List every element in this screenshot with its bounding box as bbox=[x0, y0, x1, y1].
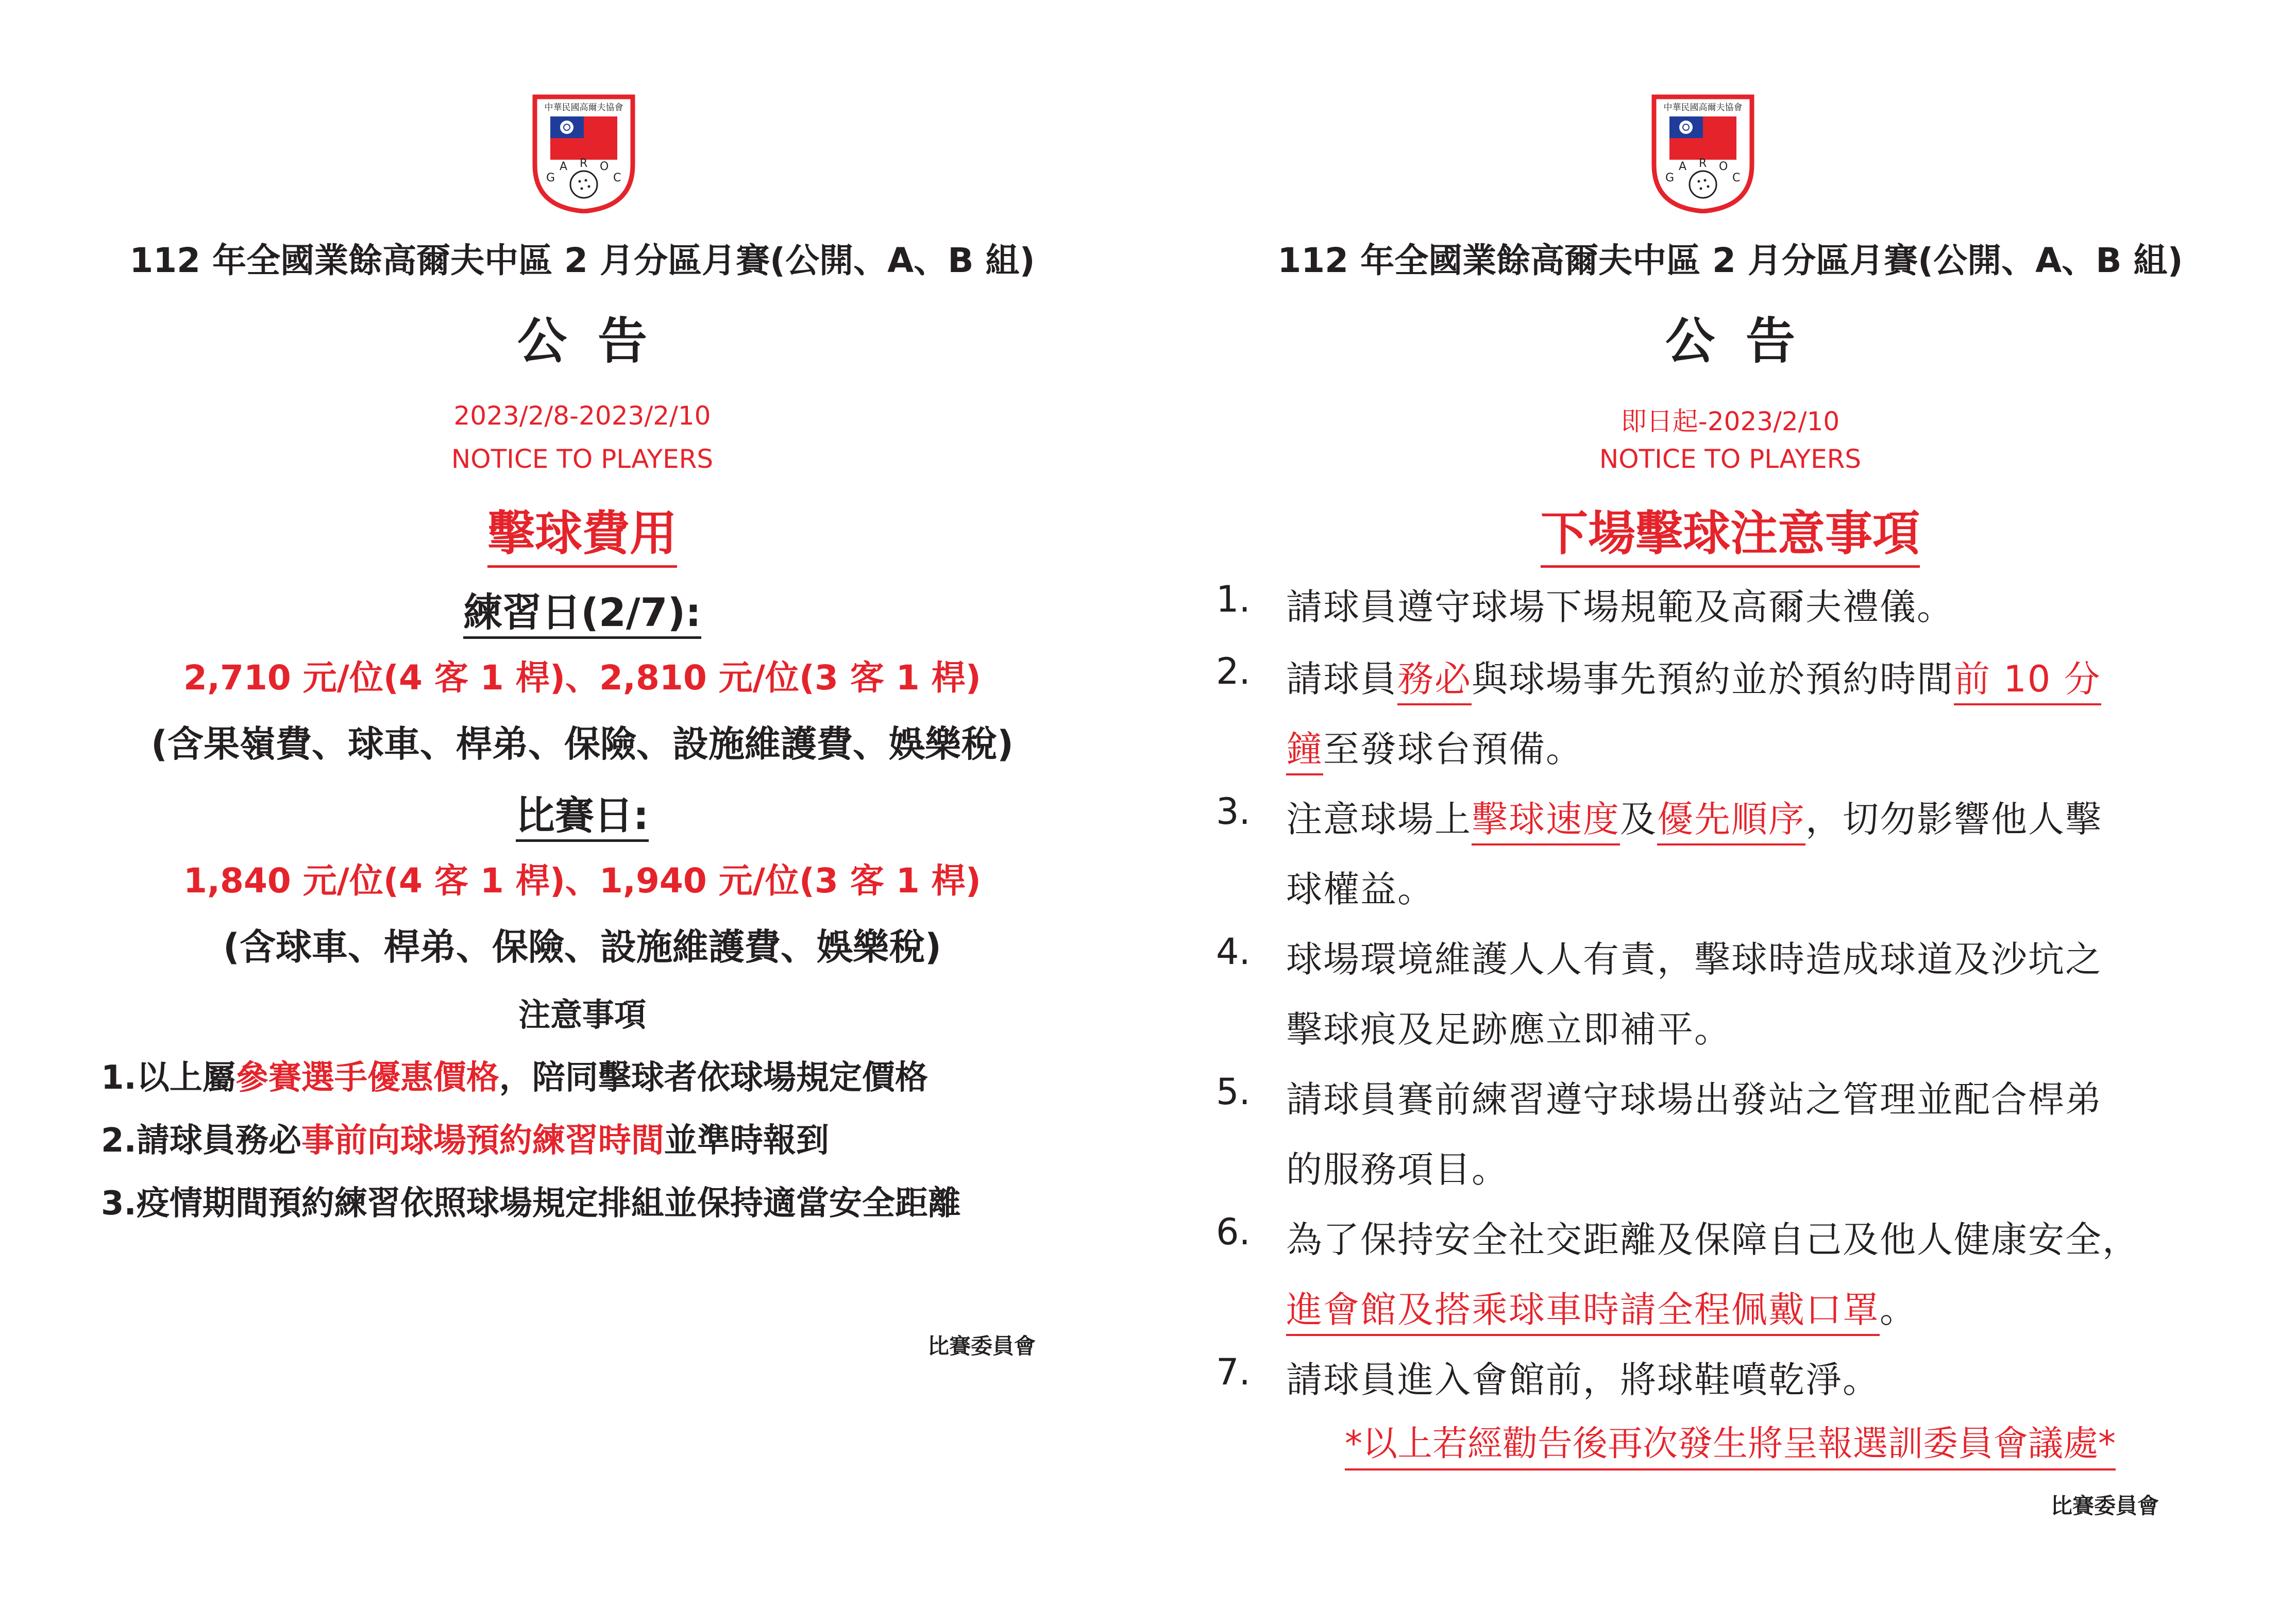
rule-number: 3. bbox=[1216, 790, 1251, 833]
rule-text: 球場環境維護人人有責，擊球時造成球道及沙坑之 bbox=[1286, 938, 2102, 980]
left-subtitle: NOTICE TO PLAYERS bbox=[451, 444, 714, 474]
practice-day-label: 練習日(2/7): bbox=[0, 581, 1164, 637]
rule-line bbox=[1286, 1071, 2102, 1123]
right-date-range: 即日起-2023/2/10 bbox=[1620, 407, 1840, 436]
note-item-1: 1.以上屬參賽選手優惠價格，陪同擊球者依球場規定價格 bbox=[101, 1059, 928, 1097]
right-subtitle: NOTICE TO PLAYERS bbox=[1599, 444, 1862, 474]
rule-text: 請球員進入會館前，將球鞋噴乾淨。 bbox=[1286, 1359, 1880, 1401]
svg-text:O: O bbox=[600, 160, 609, 173]
svg-text:G: G bbox=[1665, 172, 1675, 184]
garoc-logo-icon bbox=[531, 93, 637, 213]
rule-text: 至發球台預備。 bbox=[1323, 728, 1583, 770]
rule-number: 4. bbox=[1216, 931, 1251, 973]
match-day-label: 比賽日: bbox=[0, 784, 1164, 840]
right-event-title: 112 年全國業餘高爾夫中區 2 月分區月賽(公開、A、B 組) bbox=[1277, 241, 2183, 280]
rule-text: 與球場事先預約並於預約時間 bbox=[1472, 658, 1954, 700]
left-committee-signature: 比賽委員會 bbox=[927, 1333, 1036, 1359]
left-heading bbox=[0, 496, 1164, 564]
logo-seal-text: 中華民國高爾夫協會 bbox=[544, 103, 623, 113]
rule-line bbox=[1286, 720, 1583, 772]
highlighted-text: 進會館及搭乘球車時請全程佩戴口罩 bbox=[1286, 1289, 1880, 1336]
logo-seal-text: 中華民國高爾夫協會 bbox=[1663, 103, 1743, 113]
notes-title: 注意事項 bbox=[518, 996, 646, 1034]
rule-line bbox=[1286, 1351, 1880, 1403]
rule-number: 7. bbox=[1216, 1351, 1251, 1393]
left-event-title: 112 年全國業餘高爾夫中區 2 月分區月賽(公開、A、B 組) bbox=[129, 241, 1035, 280]
rule-line bbox=[1286, 650, 2101, 702]
rule-text: 。 bbox=[1880, 1289, 1917, 1331]
rules-heading-text: 下場擊球注意事項 bbox=[1541, 506, 1920, 568]
match-includes: (含球車、桿弟、保險、設施維護費、娛樂稅) bbox=[223, 926, 941, 968]
svg-text:G: G bbox=[546, 172, 555, 184]
note-item-2: 2.請球員務必事前向球場預約練習時間並準時報到 bbox=[101, 1122, 829, 1160]
practice-includes: (含果嶺費、球車、桿弟、保險、設施維護費、娛樂稅) bbox=[151, 723, 1014, 765]
practice-price: 2,710 元/位(4 客 1 桿)、2,810 元/位(3 客 1 桿) bbox=[183, 658, 981, 698]
rule-text: 請球員遵守球場下場規範及高爾夫禮儀。 bbox=[1286, 586, 1954, 628]
rule-text: 擊球痕及足跡應立即補平。 bbox=[1286, 1008, 1731, 1051]
rule-text: 球權益。 bbox=[1286, 868, 1434, 910]
highlighted-text: 擊球速度 bbox=[1472, 798, 1620, 846]
note-item-3: 3.疫情期間預約練習依照球場規定排組並保持適當安全距離 bbox=[101, 1185, 961, 1223]
rule-number: 1. bbox=[1216, 578, 1251, 620]
rule-line bbox=[1286, 1281, 1917, 1333]
svg-text:R: R bbox=[1699, 157, 1707, 170]
rule-line bbox=[1286, 931, 2102, 983]
rule-line bbox=[1286, 1001, 1731, 1053]
rule-line bbox=[1286, 1141, 1509, 1193]
svg-text:O: O bbox=[1719, 160, 1728, 173]
rule-text: 的服務項目。 bbox=[1286, 1148, 1509, 1191]
svg-text:C: C bbox=[1732, 172, 1741, 184]
right-committee-signature: 比賽委員會 bbox=[2051, 1493, 2159, 1518]
svg-text:R: R bbox=[580, 157, 588, 170]
rule-number: 2. bbox=[1216, 650, 1251, 692]
highlighted-text: 優先順序 bbox=[1657, 798, 1805, 846]
match-price: 1,840 元/位(4 客 1 桿)、1,940 元/位(3 客 1 桿) bbox=[183, 861, 981, 901]
rule-line bbox=[1286, 578, 1954, 630]
fee-heading-text: 擊球費用 bbox=[487, 506, 677, 568]
rule-line bbox=[1286, 790, 2102, 842]
rule-text: 注意球場上 bbox=[1286, 798, 1472, 840]
left-date-range: 2023/2/8-2023/2/10 bbox=[453, 401, 711, 431]
rule-text: 請球員 bbox=[1286, 658, 1397, 700]
rule-number: 5. bbox=[1216, 1071, 1251, 1113]
left-notice-label: 公告 bbox=[517, 312, 678, 370]
right-heading bbox=[1164, 496, 2296, 564]
rule-line bbox=[1286, 1211, 2139, 1263]
warning-text: *以上若經勸告後再次發生將呈報選訓委員會議處* bbox=[1164, 1416, 2296, 1466]
svg-text:C: C bbox=[613, 172, 621, 184]
rule-text: 為了保持安全社交距離及保障自己及他人健康安全， bbox=[1286, 1219, 2139, 1261]
svg-text:A: A bbox=[560, 160, 568, 173]
rule-text: 請球員賽前練習遵守球場出發站之管理並配合桿弟 bbox=[1286, 1078, 2102, 1121]
highlighted-text: 鐘 bbox=[1286, 728, 1323, 775]
garoc-logo-icon bbox=[1650, 93, 1756, 213]
highlighted-text: 務必 bbox=[1397, 658, 1472, 705]
svg-text:A: A bbox=[1679, 160, 1687, 173]
rule-number: 6. bbox=[1216, 1211, 1251, 1253]
right-notice-label: 公告 bbox=[1665, 312, 1826, 370]
rule-line bbox=[1286, 860, 1434, 912]
rule-text: 及 bbox=[1620, 798, 1657, 840]
highlighted-text: 前 10 分 bbox=[1954, 658, 2101, 705]
rule-text: ，切勿影響他人擊 bbox=[1805, 798, 2102, 840]
